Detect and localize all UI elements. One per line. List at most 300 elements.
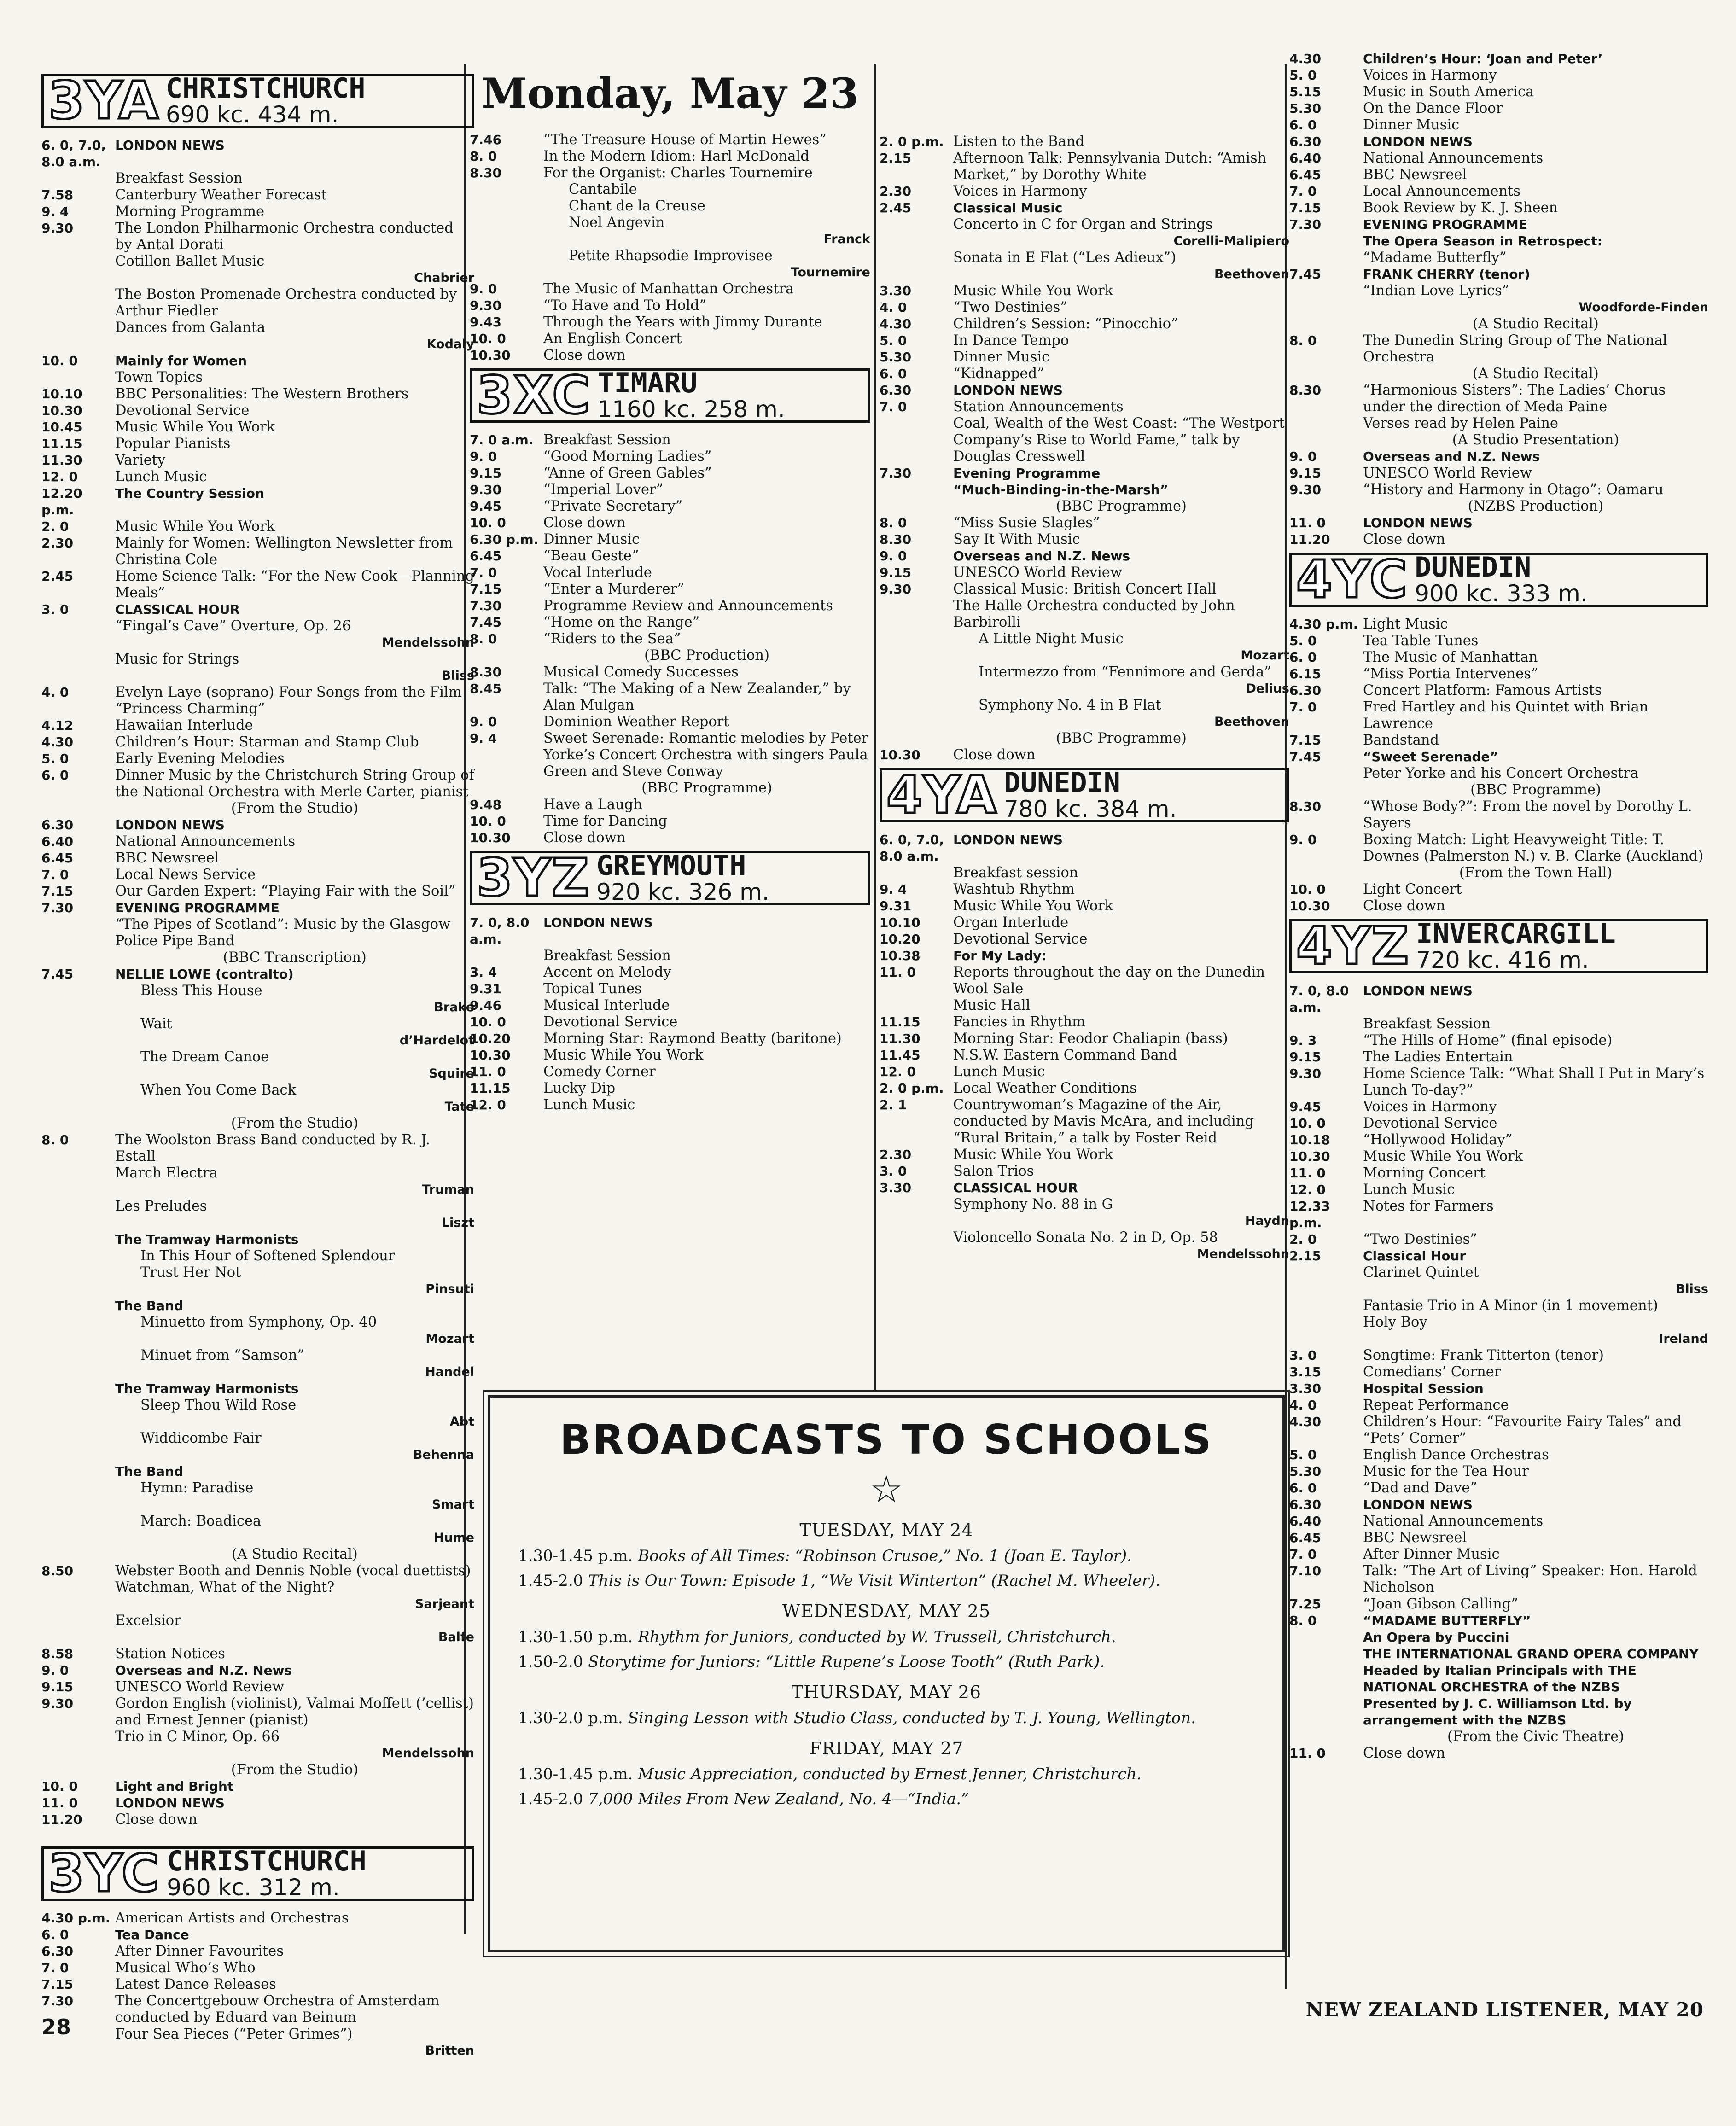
programme-title: National Announcements: [1363, 1513, 1544, 1529]
programme-title: Children’s Hour: ‘Joan and Peter’: [1363, 51, 1603, 66]
programme-item: [41, 983, 474, 999]
programme-time: 6.30: [1289, 683, 1322, 698]
programme-item: [41, 1910, 474, 1927]
programme-item: [41, 1380, 474, 1397]
programme-title: In This Hour of Softened Splendour: [140, 1248, 395, 1264]
programme-time: 10.45: [41, 419, 82, 435]
programme-time: 7.30: [1289, 217, 1322, 232]
programme-time: 2.45: [41, 569, 74, 584]
programme-item: [1289, 117, 1708, 134]
programme-time: 10.30: [41, 403, 82, 418]
programme-item: [41, 1115, 474, 1132]
composer-credit: Bliss: [1675, 1282, 1708, 1296]
programme-item: [1289, 1497, 1708, 1513]
programme-time: 10. 0: [1289, 882, 1326, 897]
schools-title: BROADCASTS TO SCHOOLS: [559, 1416, 1213, 1463]
programme-title: “Riders to the Sea”: [543, 631, 681, 647]
programme-time: 6.40: [1289, 1514, 1322, 1529]
station-block: [1289, 916, 1708, 1762]
programme-title: “To Have and To Hold”: [543, 297, 707, 314]
programme-title: Close down: [953, 747, 1036, 763]
programme-time: [470, 780, 543, 797]
programme-time: 10.30: [880, 747, 920, 763]
programme-item: [1289, 366, 1708, 382]
programme-time: 5.30: [1289, 101, 1322, 116]
programme-time: 2.30: [880, 1147, 912, 1162]
programme-title: Lunch Music: [1363, 1182, 1455, 1198]
programme-title: March Electra: [115, 1165, 218, 1181]
programme-title: Close down: [1363, 1745, 1445, 1761]
schools-day: WEDNESDAY, MAY 25: [782, 1601, 991, 1621]
programme-item: [1289, 1347, 1708, 1364]
programme-time: 4.30: [41, 734, 74, 750]
programme-title: BBC Personalities: The Western Brothers: [115, 386, 409, 402]
programme-item: [470, 614, 870, 631]
programme-item: [41, 1397, 474, 1414]
programme-title: The Music of Manhattan Orchestra: [543, 281, 794, 297]
programme-item: [41, 1546, 474, 1563]
programme-item: [1289, 1745, 1708, 1762]
programme-item: [1289, 1513, 1708, 1530]
programme-time: [41, 1579, 115, 1596]
programme-item: [41, 1463, 474, 1480]
programme-title: Reports throughout the day on the Dunedin Wool Sale: [953, 964, 1265, 997]
programme-item: [1289, 1364, 1708, 1380]
programme-time: 9.15: [41, 1679, 74, 1695]
programme-title: Talk: “The Art of Living” Speaker: Hon. Harold Nicholson: [1363, 1563, 1697, 1596]
programme-time: [41, 1463, 115, 1480]
programme-time: 6. 0: [1289, 117, 1317, 133]
programme-item: [41, 1613, 474, 1629]
programme-title: “Private Secretary”: [543, 498, 683, 514]
programme-item: [470, 148, 870, 165]
programme-title: Station Notices: [115, 1646, 225, 1662]
programme-time: [880, 631, 953, 647]
programme-time: 11.15: [470, 1081, 511, 1096]
programme-item: [470, 531, 870, 548]
programme-time: [41, 949, 115, 966]
programme-title: Children’s Hour: “Favourite Fairy Tales” and “Pets’ Corner”: [1363, 1414, 1682, 1446]
column-rule: [874, 64, 876, 1391]
programme-time: [41, 1082, 115, 1099]
programme-item: [41, 1993, 474, 2026]
programme-time: 9. 0: [1289, 832, 1317, 847]
schools-time: 1.45-2.0: [518, 1790, 583, 1808]
programme-item: [1289, 616, 1708, 633]
programme-item: [1289, 1314, 1708, 1331]
programme-time: [41, 618, 115, 635]
programme-time: 9.15: [880, 565, 912, 580]
programme-item: [41, 1480, 474, 1497]
station-call-sign: 3XC: [477, 366, 591, 425]
programme-item: [470, 830, 870, 846]
page-number: 28: [41, 2015, 71, 2039]
programme-item: [1289, 1530, 1708, 1546]
programme-item: [41, 220, 474, 253]
programme-time: 2. 0 p.m.: [880, 1081, 944, 1096]
programme-item: [41, 833, 474, 850]
programme-title: Comedy Corner: [543, 1064, 656, 1080]
programme-time: 9.30: [41, 1696, 74, 1711]
programme-time: 7.45: [41, 967, 74, 982]
programme-item: [1289, 881, 1708, 898]
programme-item: [41, 369, 474, 386]
programme-item: [41, 452, 474, 469]
programme-title: (From the Studio): [231, 800, 359, 816]
programme-time: 9. 4: [470, 731, 497, 746]
programme-title: Latest Dance Releases: [115, 1976, 276, 1992]
programme-item: [1289, 100, 1708, 117]
programme-title: Musical Comedy Successes: [543, 664, 739, 680]
composer-credit: Handel: [425, 1365, 474, 1379]
programme-time: [470, 948, 543, 964]
programme-item: [1289, 67, 1708, 84]
programme-time: 6.45: [41, 850, 74, 866]
programme-time: 12.20 p.m.: [41, 486, 82, 518]
programme-item: [470, 347, 870, 364]
programme-time: [41, 651, 115, 668]
programme-item: [1289, 1414, 1708, 1447]
programme-title: LONDON NEWS: [115, 817, 225, 833]
programme-item: [41, 1927, 474, 1943]
programme-time: 4.30 p.m.: [41, 1910, 111, 1926]
programme-list: [41, 137, 474, 1828]
spacer: [41, 1828, 474, 1842]
programme-title: Musical Who’s Who: [115, 1960, 256, 1976]
programme-time: [880, 250, 953, 266]
programme-time: 9. 0: [880, 548, 907, 564]
programme-item: [41, 800, 474, 817]
programme-title: Songtime: Frank Titterton (tenor): [1363, 1347, 1604, 1363]
programme-title: Music for the Tea Hour: [1363, 1463, 1529, 1479]
programme-item: [1289, 682, 1708, 699]
programme-time: 6.30: [41, 817, 74, 833]
programme-item: [880, 931, 1289, 948]
programme-title: Cotillon Ballet Music: [115, 253, 265, 269]
programme-item: [1289, 898, 1708, 914]
station-call-sign: 4YC: [1296, 550, 1409, 610]
programme-title: CLASSICAL HOUR: [953, 1180, 1078, 1195]
programme-list: [1289, 983, 1708, 1762]
schools-item: [518, 1707, 1255, 1729]
programme-time: 9.30: [1289, 1066, 1322, 1081]
programme-title: Morning Star: Raymond Beatty (baritone): [543, 1031, 842, 1047]
programme-item: [470, 215, 870, 231]
programme-time: 5. 0: [1289, 1447, 1317, 1462]
programme-item: [470, 515, 870, 531]
programme-time: 10.30: [470, 830, 511, 845]
programme-time: 6. 0: [880, 366, 907, 381]
programme-item: [470, 181, 870, 198]
programme-title: Breakfast Session: [115, 170, 243, 186]
programme-item: [880, 832, 1289, 865]
programme-time: [1289, 1629, 1363, 1646]
programme-time: [1289, 283, 1363, 299]
schools-time: 1.30-1.45 p.m.: [518, 1547, 633, 1565]
programme-title: Countrywoman’s Magazine of the Air, conducted by Mavis McAra, and including “Rural Britain,” a talk by Foster Reid: [953, 1097, 1254, 1146]
programme-title: Light and Bright: [115, 1779, 234, 1794]
programme-time: 7. 0: [880, 399, 907, 414]
programme-title: LONDON NEWS: [1363, 1497, 1473, 1512]
programme-time: 4.30: [1289, 51, 1322, 66]
programme-title: The Ladies Entertain: [1363, 1049, 1513, 1065]
programme-title: American Artists and Orchestras: [115, 1910, 349, 1926]
programme-item: [1289, 200, 1708, 216]
programme-title: Light Concert: [1363, 881, 1462, 897]
programme-item: [880, 283, 1289, 299]
programme-title: The Boston Promenade Orchestra conducted by Arthur Fiedler: [115, 286, 457, 319]
programme-item: [41, 1778, 474, 1795]
programme-title: “MADAME BUTTERFLY”: [1363, 1613, 1531, 1628]
programme-title: N.S.W. Eastern Command Band: [953, 1047, 1177, 1063]
schools-description: Music Appreciation, conducted by Ernest Jenner, Christchurch.: [638, 1765, 1142, 1783]
schools-description: Storytime for Juniors: “Little Rupene’s Loose Tooth” (Ruth Park).: [588, 1653, 1105, 1671]
station-frequency: 720 kc. 416 m.: [1416, 946, 1589, 973]
programme-time: 11.30: [41, 453, 82, 468]
programme-title: Close down: [543, 347, 626, 363]
programme-time: 12. 0: [1289, 1182, 1326, 1197]
composer-credit: Bliss: [441, 669, 474, 683]
programme-time: [1289, 233, 1363, 250]
programme-item: [41, 1976, 474, 1993]
programme-title: Dances from Galanta: [115, 320, 266, 336]
station-call-sign: 4YZ: [1296, 916, 1410, 976]
programme-time: 7. 0: [470, 565, 497, 580]
programme-title: Clarinet Quintet: [1363, 1264, 1479, 1281]
composer-credit: Abt: [449, 1415, 474, 1429]
programme-title: Children’s Session: “Pinocchio”: [953, 316, 1178, 332]
programme-title: The Opera Season in Retrospect:: [1363, 233, 1602, 249]
station-block: [1289, 51, 1708, 548]
programme-title: Morning Star: Feodor Chaliapin (bass): [953, 1031, 1228, 1047]
programme-item: [470, 132, 870, 148]
programme-time: [1289, 415, 1363, 432]
programme-item: [1289, 134, 1708, 150]
programme-time: 2.15: [1289, 1248, 1322, 1264]
programme-title: Music in South America: [1363, 84, 1534, 100]
programme-time: [470, 647, 543, 664]
programme-time: 7. 0, 8.0 a.m.: [1289, 983, 1349, 1015]
programme-item: [1289, 84, 1708, 100]
programme-title: (From the Town Hall): [1459, 865, 1613, 881]
programme-item: [1289, 432, 1708, 448]
programme-title: Through the Years with Jimmy Durante: [543, 314, 822, 330]
programme-time: 11. 0: [880, 965, 916, 980]
programme-item: [880, 1196, 1289, 1213]
programme-time: 9.15: [1289, 466, 1322, 481]
programme-item: [1289, 1148, 1708, 1165]
schools-item: [518, 1570, 1255, 1592]
programme-title: After Dinner Favourites: [115, 1943, 284, 1959]
programme-title: The Tramway Harmonists: [115, 1381, 299, 1396]
programme-title: Breakfast Session: [543, 432, 671, 448]
programme-item: [880, 216, 1289, 233]
programme-title: Music for Strings: [115, 651, 239, 667]
programme-item: [1289, 666, 1708, 682]
programme-time: 9. 0: [470, 281, 497, 297]
station-frequency: 690 kc. 434 m.: [166, 101, 339, 128]
programme-time: 7.45: [1289, 267, 1322, 282]
programme-time: 4.30 p.m.: [1289, 617, 1358, 632]
programme-title: Comedians’ Corner: [1363, 1364, 1501, 1380]
programme-item: [1289, 167, 1708, 183]
programme-title: (From the Studio): [231, 1115, 359, 1131]
composer-credit: Franck: [823, 232, 870, 246]
programme-title: Classical Music: British Concert Hall: [953, 581, 1217, 597]
programme-time: 11.30: [880, 1031, 920, 1046]
programme-title: Mainly for Women: [115, 353, 247, 368]
programme-title: Early Evening Melodies: [115, 751, 285, 767]
station-block: [470, 132, 870, 364]
programme-title: Boxing Match: Light Heavyweight Title: T. Downes (Palmerston N.) v. B. Clarke (Auckland): [1363, 832, 1704, 864]
programme-title: Close down: [543, 515, 626, 531]
programme-item: [41, 253, 474, 270]
programme-item: [470, 448, 870, 465]
programme-title: Organ Interlude: [953, 914, 1069, 931]
programme-item: [41, 1430, 474, 1447]
programme-time: 9.15: [470, 466, 502, 481]
programme-title: Afternoon Talk: Pennsylvania Dutch: “Amish Market,” by Dorothy White: [953, 150, 1267, 183]
programme-time: 3. 0: [41, 602, 69, 617]
programme-time: 10. 0: [1289, 1116, 1326, 1131]
composer-credit: Mozart: [425, 1332, 474, 1346]
programme-time: [1289, 1264, 1363, 1281]
composer-credit: Tate: [444, 1100, 474, 1114]
programme-time: 6.40: [41, 834, 74, 849]
composer-credit: Liszt: [441, 1216, 474, 1230]
programme-item: [470, 598, 870, 614]
programme-item: [470, 581, 870, 598]
programme-item: [1289, 1182, 1708, 1198]
programme-item: [41, 850, 474, 867]
station-block: [470, 368, 870, 846]
programme-list: [1289, 51, 1708, 548]
station-meta: [597, 369, 785, 422]
programme-item: [1289, 1563, 1708, 1596]
station-logo: [1289, 550, 1708, 610]
programme-title: Accent on Melody: [543, 964, 671, 980]
programme-item: [880, 531, 1289, 548]
programme-time: 7. 0: [1289, 184, 1317, 199]
programme-time: 6.15: [1289, 666, 1322, 681]
composer-credit: Hume: [433, 1531, 474, 1545]
programme-item: [1289, 283, 1708, 299]
programme-title: BBC Newsreel: [1363, 167, 1467, 183]
programme-title: Music While You Work: [1363, 1148, 1523, 1165]
programme-title: Morning Concert: [1363, 1165, 1486, 1181]
programme-title: Minuetto from Symphony, Op. 40: [140, 1314, 377, 1330]
programme-time: 9.43: [470, 315, 502, 330]
programme-item: [880, 482, 1289, 498]
programme-time: [41, 1264, 115, 1281]
programme-item: [880, 914, 1289, 931]
programme-title: “Two Destinies”: [1363, 1231, 1477, 1247]
programme-title: On the Dance Floor: [1363, 100, 1503, 116]
programme-item: [41, 1646, 474, 1662]
programme-title: LONDON NEWS: [1363, 515, 1473, 530]
programme-time: [880, 216, 953, 233]
programme-item: [470, 314, 870, 331]
programme-time: 10.38: [880, 948, 920, 963]
programme-time: 11. 0: [470, 1064, 506, 1079]
programme-title: Trio in C Minor, Op. 66: [115, 1729, 280, 1745]
programme-title: “Good Morning Ladies”: [543, 448, 712, 465]
programme-time: [41, 1165, 115, 1182]
programme-time: 10.30: [1289, 1149, 1330, 1164]
station-meta: [1415, 553, 1588, 606]
station-meta: [1004, 766, 1177, 822]
programme-item: [880, 881, 1289, 898]
programme-item: [1289, 1016, 1708, 1032]
station-block: [470, 848, 870, 1113]
programme-item: [1289, 498, 1708, 515]
programme-item: [880, 366, 1289, 382]
programme-title: Chant de la Creuse: [569, 198, 705, 214]
programme-title: In Dance Tempo: [953, 332, 1069, 349]
programme-time: 7.15: [470, 582, 502, 597]
programme-time: 3. 4: [470, 965, 497, 980]
station-frequency: 1160 kc. 258 m.: [597, 396, 785, 423]
programme-item: [880, 183, 1289, 200]
programme-time: [1289, 865, 1363, 881]
programme-time: 5.30: [1289, 1464, 1322, 1479]
programme-time: 10. 0: [470, 814, 506, 829]
programme-title: Noel Angevin: [569, 215, 665, 231]
programme-time: [880, 664, 953, 681]
programme-item: [880, 1031, 1289, 1047]
programme-title: Music While You Work: [543, 1047, 704, 1063]
composer-credit: Mozart: [1241, 648, 1289, 663]
programme-time: 9.31: [470, 981, 502, 996]
programme-title: Sleep Thou Wild Rose: [140, 1397, 297, 1413]
programme-title: “Anne of Green Gables”: [543, 465, 712, 481]
programme-time: 6. 0, 7.0, 8.0 a.m.: [41, 138, 106, 169]
programme-time: 10.10: [880, 915, 920, 930]
programme-item: [1289, 1099, 1708, 1115]
programme-list: [470, 914, 870, 1113]
programme-item: [1289, 798, 1708, 832]
programme-item: [880, 697, 1289, 714]
programme-item: [470, 498, 870, 515]
schools-description: Books of All Times: “Robinson Crusoe,” No. 1 (Joan E. Taylor).: [638, 1547, 1132, 1565]
programme-title: Local News Service: [115, 867, 256, 883]
programme-title: Dinner Music: [953, 349, 1050, 365]
programme-item: [880, 964, 1289, 997]
programme-item: [880, 1097, 1289, 1147]
programme-title: Notes for Farmers: [1363, 1198, 1494, 1214]
programme-item: [1289, 633, 1708, 649]
programme-time: 4.12: [41, 718, 74, 733]
programme-title: The London Philharmonic Orchestra conducted by Antal Dorati: [115, 220, 454, 253]
schools-list: [518, 1520, 1255, 1810]
programme-item: [1289, 1132, 1708, 1148]
programme-time: 9.15: [1289, 1049, 1322, 1065]
programme-item: [41, 353, 474, 369]
column-1: [41, 69, 474, 2059]
programme-item: [41, 618, 474, 635]
programme-time: 2. 0 p.m.: [880, 134, 944, 149]
programme-title: “Fingal’s Cave” Overture, Op. 26: [115, 618, 351, 634]
programme-time: 9.46: [470, 998, 502, 1013]
programme-item: [470, 797, 870, 813]
programme-title: Gordon English (violinist), Valmai Moffett (’cellist) and Ernest Jenner (pianist): [115, 1695, 474, 1728]
programme-time: [880, 598, 953, 631]
programme-item: [1289, 448, 1708, 465]
programme-time: 7.15: [41, 1977, 74, 1992]
programme-item: [880, 598, 1289, 631]
programme-item: [41, 1679, 474, 1695]
programme-time: [880, 1229, 953, 1246]
